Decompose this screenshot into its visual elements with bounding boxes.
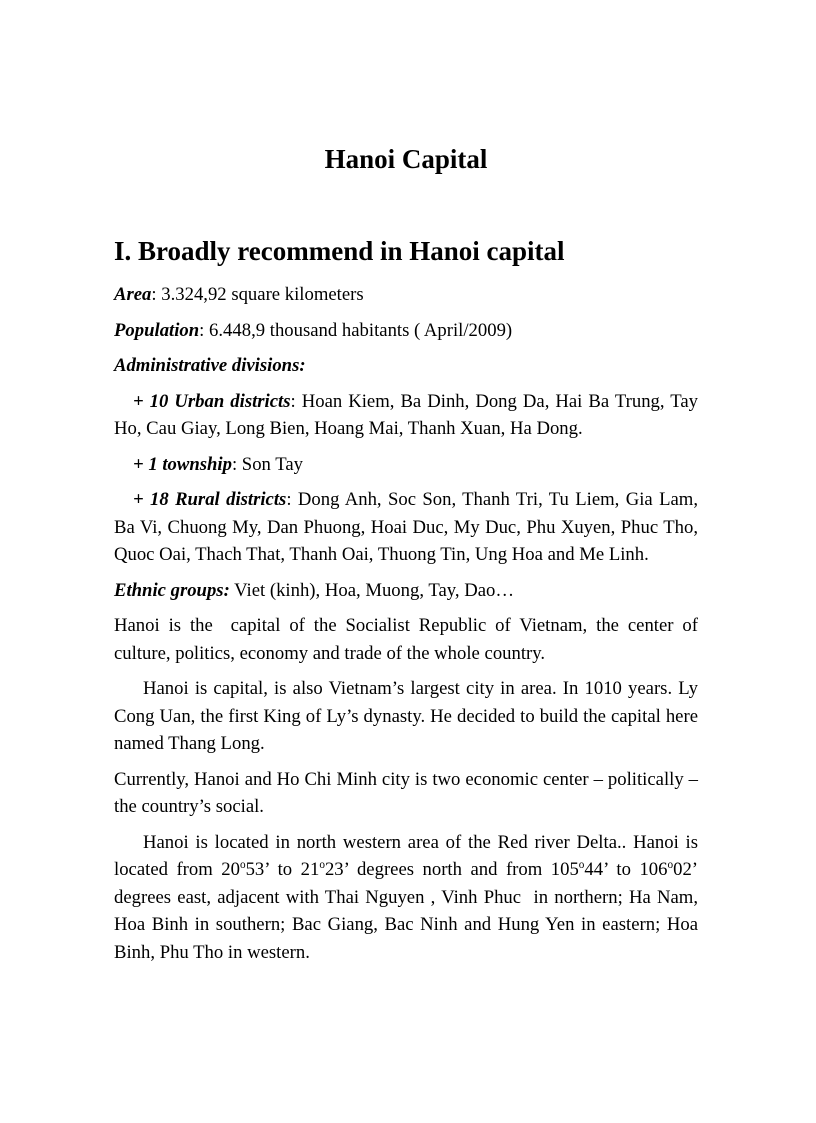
superscript-text: o (319, 858, 325, 871)
plain-text: Hanoi is located in north western area of the Red river Delta.. Hanoi is located from 20 (114, 831, 703, 880)
document-title: Hanoi Capital (324, 144, 488, 174)
section-heading: I. Broadly recommend in Hanoi capital (114, 236, 565, 266)
plain-text: Hanoi is capital, is also Vietnam’s largest city in area. In 1010 years. Ly Cong Uan, the first King of Ly’s dynasty. He decided to build the capital here named Thang Long. (114, 678, 703, 754)
paragraph-urban-districts (114, 388, 703, 443)
superscript-text: o (667, 858, 674, 871)
bold-italic-text: Ethnic groups: (114, 579, 230, 601)
plain-text: : Dong Anh, Soc Son, Thanh Tri, Tu Liem, Gia Lam, Ba Vi, Chuong My, Dan Phuong, Hoai Duc, My Duc, Phu Xuyen, Phuc Tho, Quoc Oai, Thach That, Thanh Oai, Thuong Tin, Ung Hoa and Me Linh. (114, 489, 703, 565)
plain-text: 44’ to 106 (584, 859, 668, 880)
paragraph-administrative-divisions (114, 352, 698, 380)
bold-italic-text: + 10 Urban districts (133, 390, 291, 412)
bold-italic-text: + 1 township (133, 453, 232, 475)
plain-text: Currently, Hanoi and Ho Chi Minh city is two economic center – politically – the country’s social. (114, 768, 703, 817)
paragraph-hanoi-history (114, 675, 703, 758)
plain-text: 23’ degrees north and from 105 (324, 859, 579, 880)
paragraph-population (114, 317, 698, 345)
plain-text: Hanoi is the capital of the Socialist Republic of Vietnam, the center of culture, politics, economy and trade of the whole country. (114, 615, 703, 664)
paragraph-ethnic-groups (114, 577, 698, 605)
plain-text: : 6.448,9 thousand habitants ( April/2009) (199, 319, 513, 341)
superscript-text: o (578, 858, 585, 871)
plain-text: 53’ to 21 (245, 859, 320, 880)
bold-italic-text: Area (114, 284, 152, 305)
plain-text: 02’ degrees east, adjacent with Thai Nguyen , Vinh Phuc in northern; Ha Nam, Hoa Binh in southern; Bac Giang, Bac Ninh and Hung Yen in eastern; Hoa Binh, Phu Tho in western. (114, 859, 703, 963)
paragraph-geography (114, 829, 703, 967)
bold-italic-text: Population (114, 319, 200, 341)
paragraph-township (114, 451, 698, 479)
plain-text: : Hoan Kiem, Ba Dinh, Dong Da, Hai Ba Trung, Tay Ho, Cau Giay, Long Bien, Hoang Mai, Thanh Xuan, Ha Dong. (114, 390, 703, 439)
plain-text: Viet (kinh), Hoa, Muong, Tay, Dao… (229, 579, 515, 601)
plain-text: : Son Tay (231, 453, 303, 475)
plain-text: : 3.324,92 square kilometers (151, 284, 364, 305)
bold-italic-text: + 18 Rural districts (133, 489, 287, 510)
paragraph-area (114, 281, 698, 309)
superscript-text: o (239, 858, 246, 871)
paragraph-economic-centers (114, 766, 703, 821)
paragraph-rural-districts (114, 486, 703, 569)
bold-italic-text: Administrative divisions: (114, 355, 306, 376)
paragraph-hanoi-intro (114, 612, 703, 667)
